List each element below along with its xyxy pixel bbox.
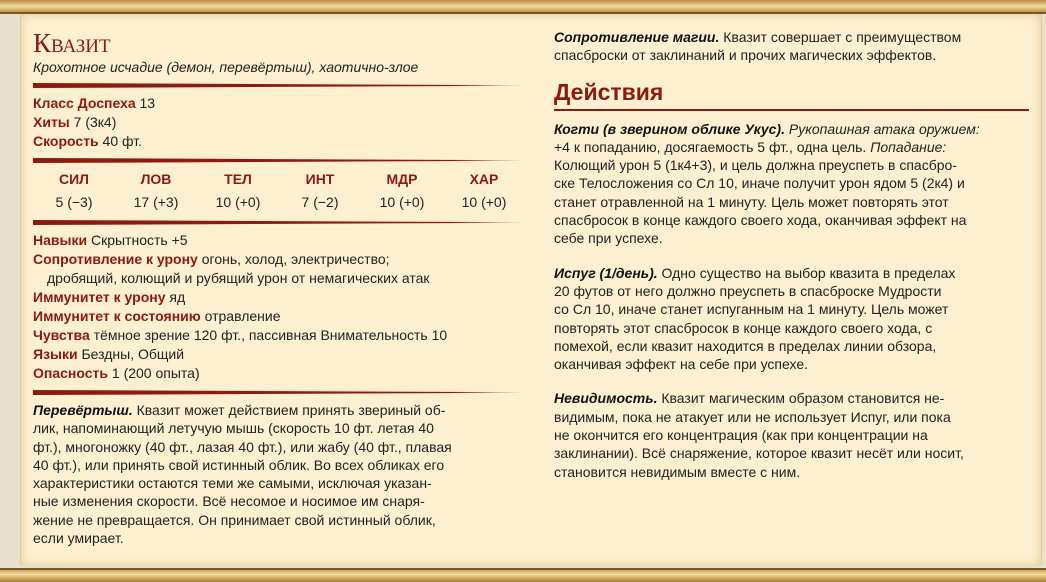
trait-text: ные изменения скорости. Всё несомое и носимое им снаря- bbox=[33, 493, 425, 510]
section-divider bbox=[33, 158, 525, 163]
condition-immunities-value: отравление bbox=[204, 308, 281, 324]
stat-block-left-column bbox=[33, 14, 525, 547]
hit-points-label: Хиты bbox=[33, 114, 70, 130]
ability-value: 10 (+0) bbox=[379, 194, 425, 210]
trait-shapechanger bbox=[33, 401, 525, 547]
ability-value: 10 (+0) bbox=[461, 194, 507, 210]
action-text: Квазит магическим образом становится не- bbox=[661, 390, 945, 407]
action-name: Испуг (1/день). bbox=[554, 264, 658, 281]
trait-text: лик, напоминающий летучую мышь (скорость 10 фт. летая 40 bbox=[33, 420, 434, 437]
spacer bbox=[554, 373, 1029, 389]
speed-value: 40 фт. bbox=[102, 133, 142, 149]
senses-label: Чувства bbox=[33, 327, 90, 343]
action-text: +4 к попаданию, досягаемость 5 фт., одна цель. bbox=[554, 138, 867, 155]
skills-line bbox=[33, 231, 525, 250]
action-attack-type: Рукопашная атака оружием: bbox=[788, 120, 980, 137]
ability-dex bbox=[115, 169, 197, 213]
trait-name: Сопротивление магии. bbox=[554, 29, 720, 45]
action-text: станет отравленной на 1 минуту. Цель может повторять этот bbox=[554, 193, 949, 210]
hit-points-line bbox=[33, 113, 525, 132]
languages-value: Бездны, Общий bbox=[81, 346, 185, 362]
action-hit-label: Попадание: bbox=[870, 138, 947, 155]
action-claws bbox=[554, 120, 1029, 248]
ability-label: ЛОВ bbox=[140, 171, 172, 187]
challenge-value: 1 (200 опыта) bbox=[111, 365, 200, 381]
damage-immunities-line bbox=[33, 288, 525, 307]
section-divider bbox=[33, 390, 525, 395]
action-scare bbox=[554, 264, 1029, 374]
armor-class-label: Класс Доспеха bbox=[33, 95, 136, 111]
ability-value: 17 (+3) bbox=[133, 194, 179, 210]
scroll-frame-top bbox=[0, 0, 1046, 14]
ability-label: ИНТ bbox=[305, 171, 335, 187]
ability-wis bbox=[361, 169, 443, 213]
senses-value: тёмное зрение 120 фт., пассивная Внимательность 10 bbox=[93, 327, 448, 343]
trait-text: Квазит совершает с преимуществом bbox=[723, 29, 962, 45]
monster-subtitle: Крохотное исчадие (демон, перевёртыш), хаотично-злое bbox=[33, 59, 419, 75]
action-name: Когти (в зверином облике Укус). bbox=[554, 120, 785, 137]
actions-heading: Действия bbox=[554, 78, 664, 105]
damage-immunities-label: Иммунитет к урону bbox=[33, 289, 166, 305]
action-text: повторять этот спасбросок в конце каждого своего хода, с bbox=[554, 319, 933, 336]
languages-label: Языки bbox=[33, 346, 78, 362]
action-text: себе при успехе. bbox=[554, 230, 663, 247]
actions-heading-rule bbox=[554, 109, 1029, 111]
skills-label: Навыки bbox=[33, 232, 88, 248]
condition-immunities-label: Иммунитет к состоянию bbox=[33, 308, 201, 324]
action-text: Колющий урон 5 (1к4+3), и цель должна преуспеть в спасбро- bbox=[554, 157, 957, 174]
hit-points-value: 7 (3к4) bbox=[73, 114, 117, 130]
languages-line bbox=[33, 345, 525, 364]
action-text: заклинании). Всё снаряжение, которое квазит несёт или носит, bbox=[554, 445, 964, 462]
skills-value: Скрытность +5 bbox=[90, 232, 188, 248]
condition-immunities-line bbox=[33, 307, 525, 326]
spacer bbox=[554, 248, 1029, 264]
ability-str bbox=[33, 169, 115, 213]
ability-scores bbox=[33, 169, 525, 213]
trait-name: Перевёртыш. bbox=[33, 402, 133, 418]
damage-resistances-line bbox=[33, 250, 525, 269]
action-text: оканчивая эффект на себе при успехе. bbox=[554, 356, 809, 373]
action-text: становится невидимым вместе с ним. bbox=[554, 463, 801, 480]
action-invisibility bbox=[554, 389, 1029, 480]
trait-magic-resistance bbox=[554, 28, 1029, 65]
action-text: со Сл 10, иначе станет испуганным на 1 минуту. Цель может bbox=[554, 301, 949, 318]
senses-line bbox=[33, 326, 525, 345]
damage-resistances-value-continued: дробящий, колющий и рубящий урон от немагических атак bbox=[47, 270, 430, 286]
stat-block-right-column bbox=[554, 28, 1029, 481]
section-divider bbox=[33, 83, 525, 88]
stat-block bbox=[20, 14, 1042, 566]
trait-text: 40 фт.), или принять свой истинный облик. Во всех обликах его bbox=[33, 456, 445, 473]
challenge-label: Опасность bbox=[33, 365, 108, 381]
ability-label: СИЛ bbox=[59, 171, 89, 187]
ability-value: 10 (+0) bbox=[215, 194, 261, 210]
action-text: 20 футов от него должно преуспеть в спасброске Мудрости bbox=[554, 282, 942, 299]
trait-text: если умирает. bbox=[33, 530, 124, 547]
armor-class-line bbox=[33, 94, 525, 113]
section-divider bbox=[33, 220, 525, 225]
speed-line bbox=[33, 132, 525, 151]
ability-label: МДР bbox=[386, 171, 418, 187]
scroll-frame-bottom bbox=[0, 568, 1046, 582]
monster-name: Квазит bbox=[33, 28, 111, 58]
trait-text: характеристики остаются теми же самыми, исключая указан- bbox=[33, 475, 432, 492]
ability-value: 5 (−3) bbox=[55, 194, 93, 210]
ability-label: ХАР bbox=[469, 171, 499, 187]
trait-text: жение не превращается. Он принимает свой истинный облик, bbox=[33, 511, 436, 528]
armor-class-value: 13 bbox=[139, 95, 156, 111]
damage-immunities-value: яд bbox=[169, 289, 186, 305]
action-text: видимым, пока не атакует или не использует Испуг, или пока bbox=[554, 408, 951, 425]
action-text: не окончится его концентрация (как при концентрации на bbox=[554, 427, 928, 444]
action-text: ске Телосложения со Сл 10, иначе получит урон ядом 5 (2к4) и bbox=[554, 175, 965, 192]
action-text: спасбросок в конце каждого своего хода, оканчивая эффект на bbox=[554, 212, 967, 229]
damage-resistances-label: Сопротивление к урону bbox=[33, 251, 198, 267]
trait-text: спасброски от заклинаний и прочих магических эффектов. bbox=[554, 47, 937, 64]
trait-text: фт.), многоножку (40 фт., лазая 40 фт.), или жабу (40 фт., плавая bbox=[33, 438, 452, 455]
challenge-line bbox=[33, 364, 525, 383]
ability-label: ТЕЛ bbox=[224, 171, 252, 187]
speed-label: Скорость bbox=[33, 133, 99, 149]
action-text: помехой, если квазит находится в пределах линии обзора, bbox=[554, 337, 937, 354]
action-text: Одно существо на выбор квазита в пределах bbox=[661, 264, 956, 281]
action-name: Невидимость. bbox=[554, 390, 658, 407]
ability-value: 7 (−2) bbox=[301, 194, 339, 210]
ability-cha bbox=[443, 169, 525, 213]
ability-int bbox=[279, 169, 361, 213]
damage-resistances-value: огонь, холод, электричество; bbox=[201, 251, 390, 267]
trait-text: Квазит может действием принять звериный об- bbox=[136, 402, 446, 418]
ability-con bbox=[197, 169, 279, 213]
